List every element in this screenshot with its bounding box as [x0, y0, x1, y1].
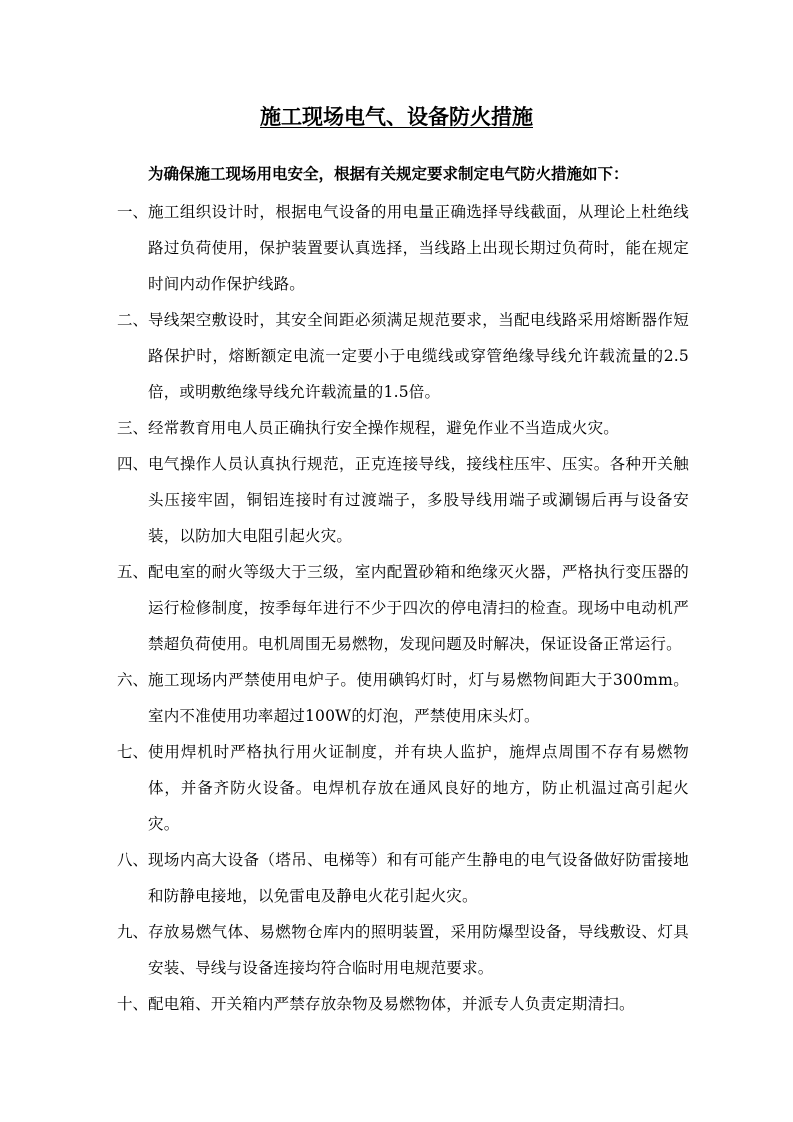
item-text: 存放易燃气体、易燃物仓库内的照明装置，采用防爆型设备，导线敷设、灯具安装、导线与设备连接均符合临时用电规范要求。 [148, 923, 689, 977]
item-text: 施工组织设计时，根据电气设备的用电量正确选择导线截面，从理论上杜绝线路过负荷使用，保护装置要认真选择，当线路上出现长期过负荷时，能在规定时间内动作保护线路。 [148, 203, 689, 293]
list-item [117, 986, 689, 1022]
item-number: 十、 [117, 995, 149, 1013]
item-number: 七、 [117, 743, 149, 761]
item-text: 电气操作人员认真执行规范，正克连接导线，接线柱压牢、压实。各种开关触头压接牢固，铜铝连接时有过渡端子，多股导线用端子或涮锡后再与设备安装，以防加大电阻引起火灾。 [148, 455, 689, 545]
list-item [117, 662, 689, 734]
list-item [117, 734, 689, 842]
list-item [117, 842, 689, 914]
list-item [117, 446, 689, 554]
item-text: 使用焊机时严格执行用火证制度，并有块人监护，施焊点周围不存有易燃物体，并备齐防火设备。电焊机存放在通风良好的地方，防止机温过高引起火灾。 [148, 743, 689, 833]
item-text: 施工现场内严禁使用电炉子。使用碘钨灯时，灯与易燃物间距大于300mm。室内不准使用功率超过100W的灯泡，严禁使用床头灯。 [148, 671, 689, 725]
item-text: 配电室的耐火等级大于三级，室内配置砂箱和绝缘灭火器，严格执行变压器的运行检修制度，按季每年进行不少于四次的停电清扫的检查。现场中电动机严禁超负荷使用。电机周围无易燃物，发现问题及时解决，保证设备正常运行。 [148, 563, 689, 653]
list-item [117, 914, 689, 986]
item-number: 一、 [117, 203, 149, 221]
measures-list [117, 194, 689, 1022]
item-number: 四、 [117, 455, 149, 473]
item-text: 经常教育用电人员正确执行安全操作规程，避免作业不当造成火灾。 [148, 419, 620, 437]
item-number: 五、 [117, 563, 149, 581]
item-text: 现场内高大设备（塔吊、电梯等）和有可能产生静电的电气设备做好防雷接地和防静电接地，以免雷电及静电火花引起火灾。 [148, 851, 689, 905]
list-item [117, 302, 689, 410]
item-number: 六、 [117, 671, 149, 689]
document-title-text: 施工现场电气、设备防火措施 [260, 104, 533, 129]
list-item [117, 410, 689, 446]
document-title [0, 103, 793, 131]
item-number: 八、 [117, 851, 149, 869]
item-number: 九、 [117, 923, 149, 941]
item-text: 导线架空敷设时，其安全间距必须满足规范要求，当配电线路采用熔断器作短路保护时，熔断额定电流一定要小于电缆线或穿管绝缘导线允许载流量的2.5倍，或明敷绝缘导线允许载流量的1.5倍。 [148, 311, 689, 401]
item-number: 二、 [117, 311, 149, 329]
intro-paragraph: 为确保施工现场用电安全，根据有关规定要求制定电气防火措施如下： [148, 164, 629, 183]
item-number: 三、 [117, 419, 149, 437]
list-item [117, 554, 689, 662]
list-item [117, 194, 689, 302]
item-text: 配电箱、开关箱内严禁存放杂物及易燃物体，并派专人负责定期清扫。 [148, 995, 635, 1013]
